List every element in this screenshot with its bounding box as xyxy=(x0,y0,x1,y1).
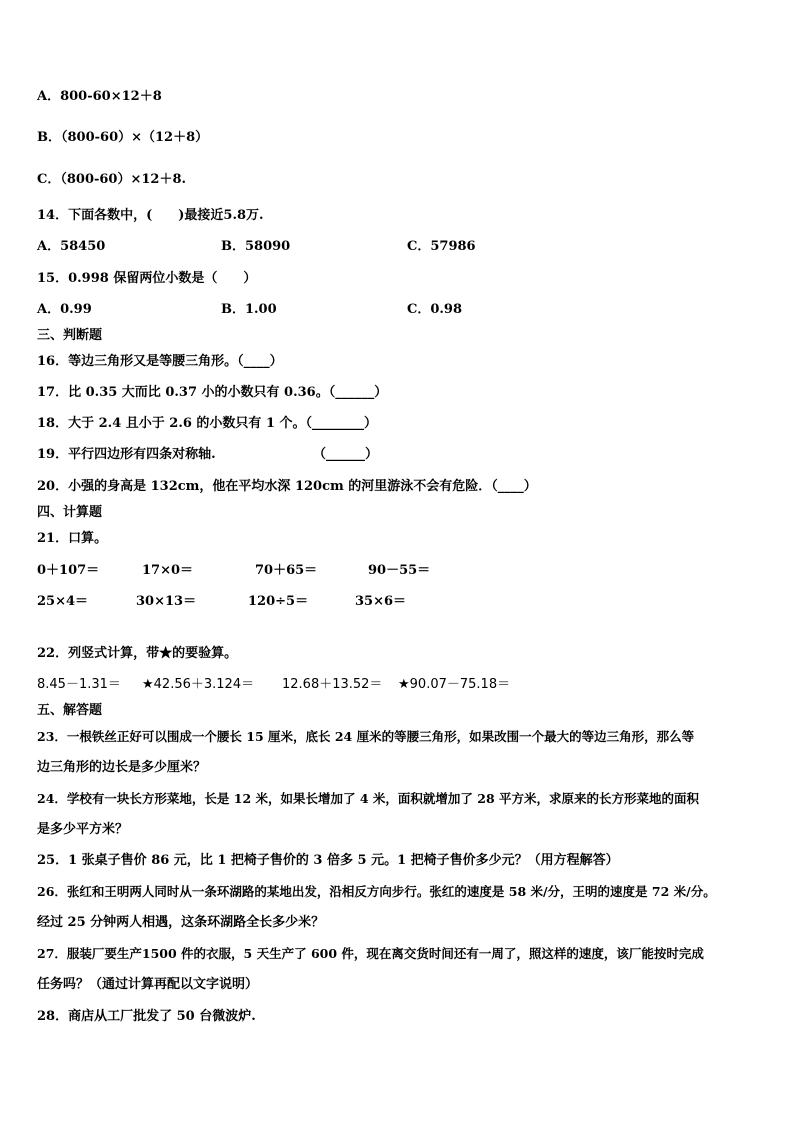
q19: 19．平行四边形有四条对称轴. xyxy=(37,447,216,462)
section-3-title: 三、判断题 xyxy=(37,328,103,343)
q21-r1-c3: 70＋65＝ xyxy=(255,563,318,578)
q24-line2: 是多少平方米？ xyxy=(37,822,129,837)
q21: 21．口算。 xyxy=(37,531,108,546)
q15-option-c: C．0.98 xyxy=(407,302,463,317)
q22-item-4: ★90.07－75.18＝ xyxy=(398,677,511,692)
q28: 28．商店从工厂批发了 50 台微波炉. xyxy=(37,1009,256,1024)
q13-option-a: A．800-60×12＋8 xyxy=(37,89,162,104)
q13-option-b: B．（800-60）×（12＋8） xyxy=(37,130,209,145)
q15-stem: 15．0.998 保留两位小数是（ ） xyxy=(37,271,257,286)
q23-line1: 23．一根铁丝正好可以围成一个腰长 15 厘米，底长 24 厘米的等腰三角形，如果改围一个最大的等边三角形，那么等 xyxy=(37,729,695,744)
q14-option-c: C．57986 xyxy=(407,239,476,254)
q18: 18．大于 2.4 且小于 2.6 的小数只有 1 个。（________） xyxy=(37,416,378,431)
q27-line1: 27．服装厂要生产1500 件的衣服，5 天生产了 600 件，现在离交货时间还有一周了，照这样的速度，该厂能按时完成 xyxy=(37,946,704,961)
q21-r1-c4: 90－55＝ xyxy=(368,563,431,578)
q26-line1: 26．张红和王明两人同时从一条环湖路的某地出发，沿相反方向步行。张红的速度是 58 米/分，王明的速度是 72 米/分。 xyxy=(37,884,716,899)
q22-item-1: 8.45－1.31＝ xyxy=(37,677,121,692)
q14-option-a: A．58450 xyxy=(37,239,106,254)
q21-r2-c4: 35×6＝ xyxy=(355,594,407,609)
q21-r2-c1: 25×4＝ xyxy=(37,594,89,609)
q14-option-b: B．58090 xyxy=(221,239,291,254)
q14-stem: 14．下面各数中，( )最接近5.8万. xyxy=(37,208,264,223)
q24-line1: 24．学校有一块长方形菜地，长是 12 米，如果长增加了 4 米，面积就增加了 28 平方米，求原来的长方形菜地的面积 xyxy=(37,791,699,806)
q27-line2: 任务吗？（通过计算再配以文字说明） xyxy=(37,977,259,992)
q21-r2-c3: 120÷5＝ xyxy=(248,594,309,609)
q26-line2: 经过 25 分钟两人相遇，这条环湖路全长多少米？ xyxy=(37,915,325,930)
q21-r2-c2: 30×13＝ xyxy=(136,594,197,609)
q17: 17．比 0.35 大而比 0.37 小的小数只有 0.36。（______） xyxy=(37,385,388,400)
q22: 22．列竖式计算，带★的要验算。 xyxy=(37,646,238,661)
q20: 20．小强的身高是 132cm，他在平均水深 120cm 的河里游泳不会有危险．（____） xyxy=(37,479,537,494)
q22-item-2: ★42.56＋3.124＝ xyxy=(142,677,255,692)
q22-item-3: 12.68＋13.52＝ xyxy=(282,677,383,692)
q16: 16．等边三角形又是等腰三角形。（____） xyxy=(37,354,283,369)
q15-option-a: A．0.99 xyxy=(37,302,92,317)
q13-option-c: C．（800-60）×12＋8. xyxy=(37,172,187,187)
section-4-title: 四、计算题 xyxy=(37,505,103,520)
q21-r1-c1: 0＋107＝ xyxy=(37,563,100,578)
q19-blank: （______） xyxy=(313,447,379,462)
q15-option-b: B．1.00 xyxy=(221,302,277,317)
q23-line2: 边三角形的边长是多少厘米？ xyxy=(37,760,207,775)
q21-r1-c2: 17×0＝ xyxy=(142,563,194,578)
section-5-title: 五、解答题 xyxy=(37,703,103,718)
q25: 25．1 张桌子售价 86 元，比 1 把椅子售价的 3 倍多 5 元。1 把椅子售价多少元？（用方程解答） xyxy=(37,853,619,868)
